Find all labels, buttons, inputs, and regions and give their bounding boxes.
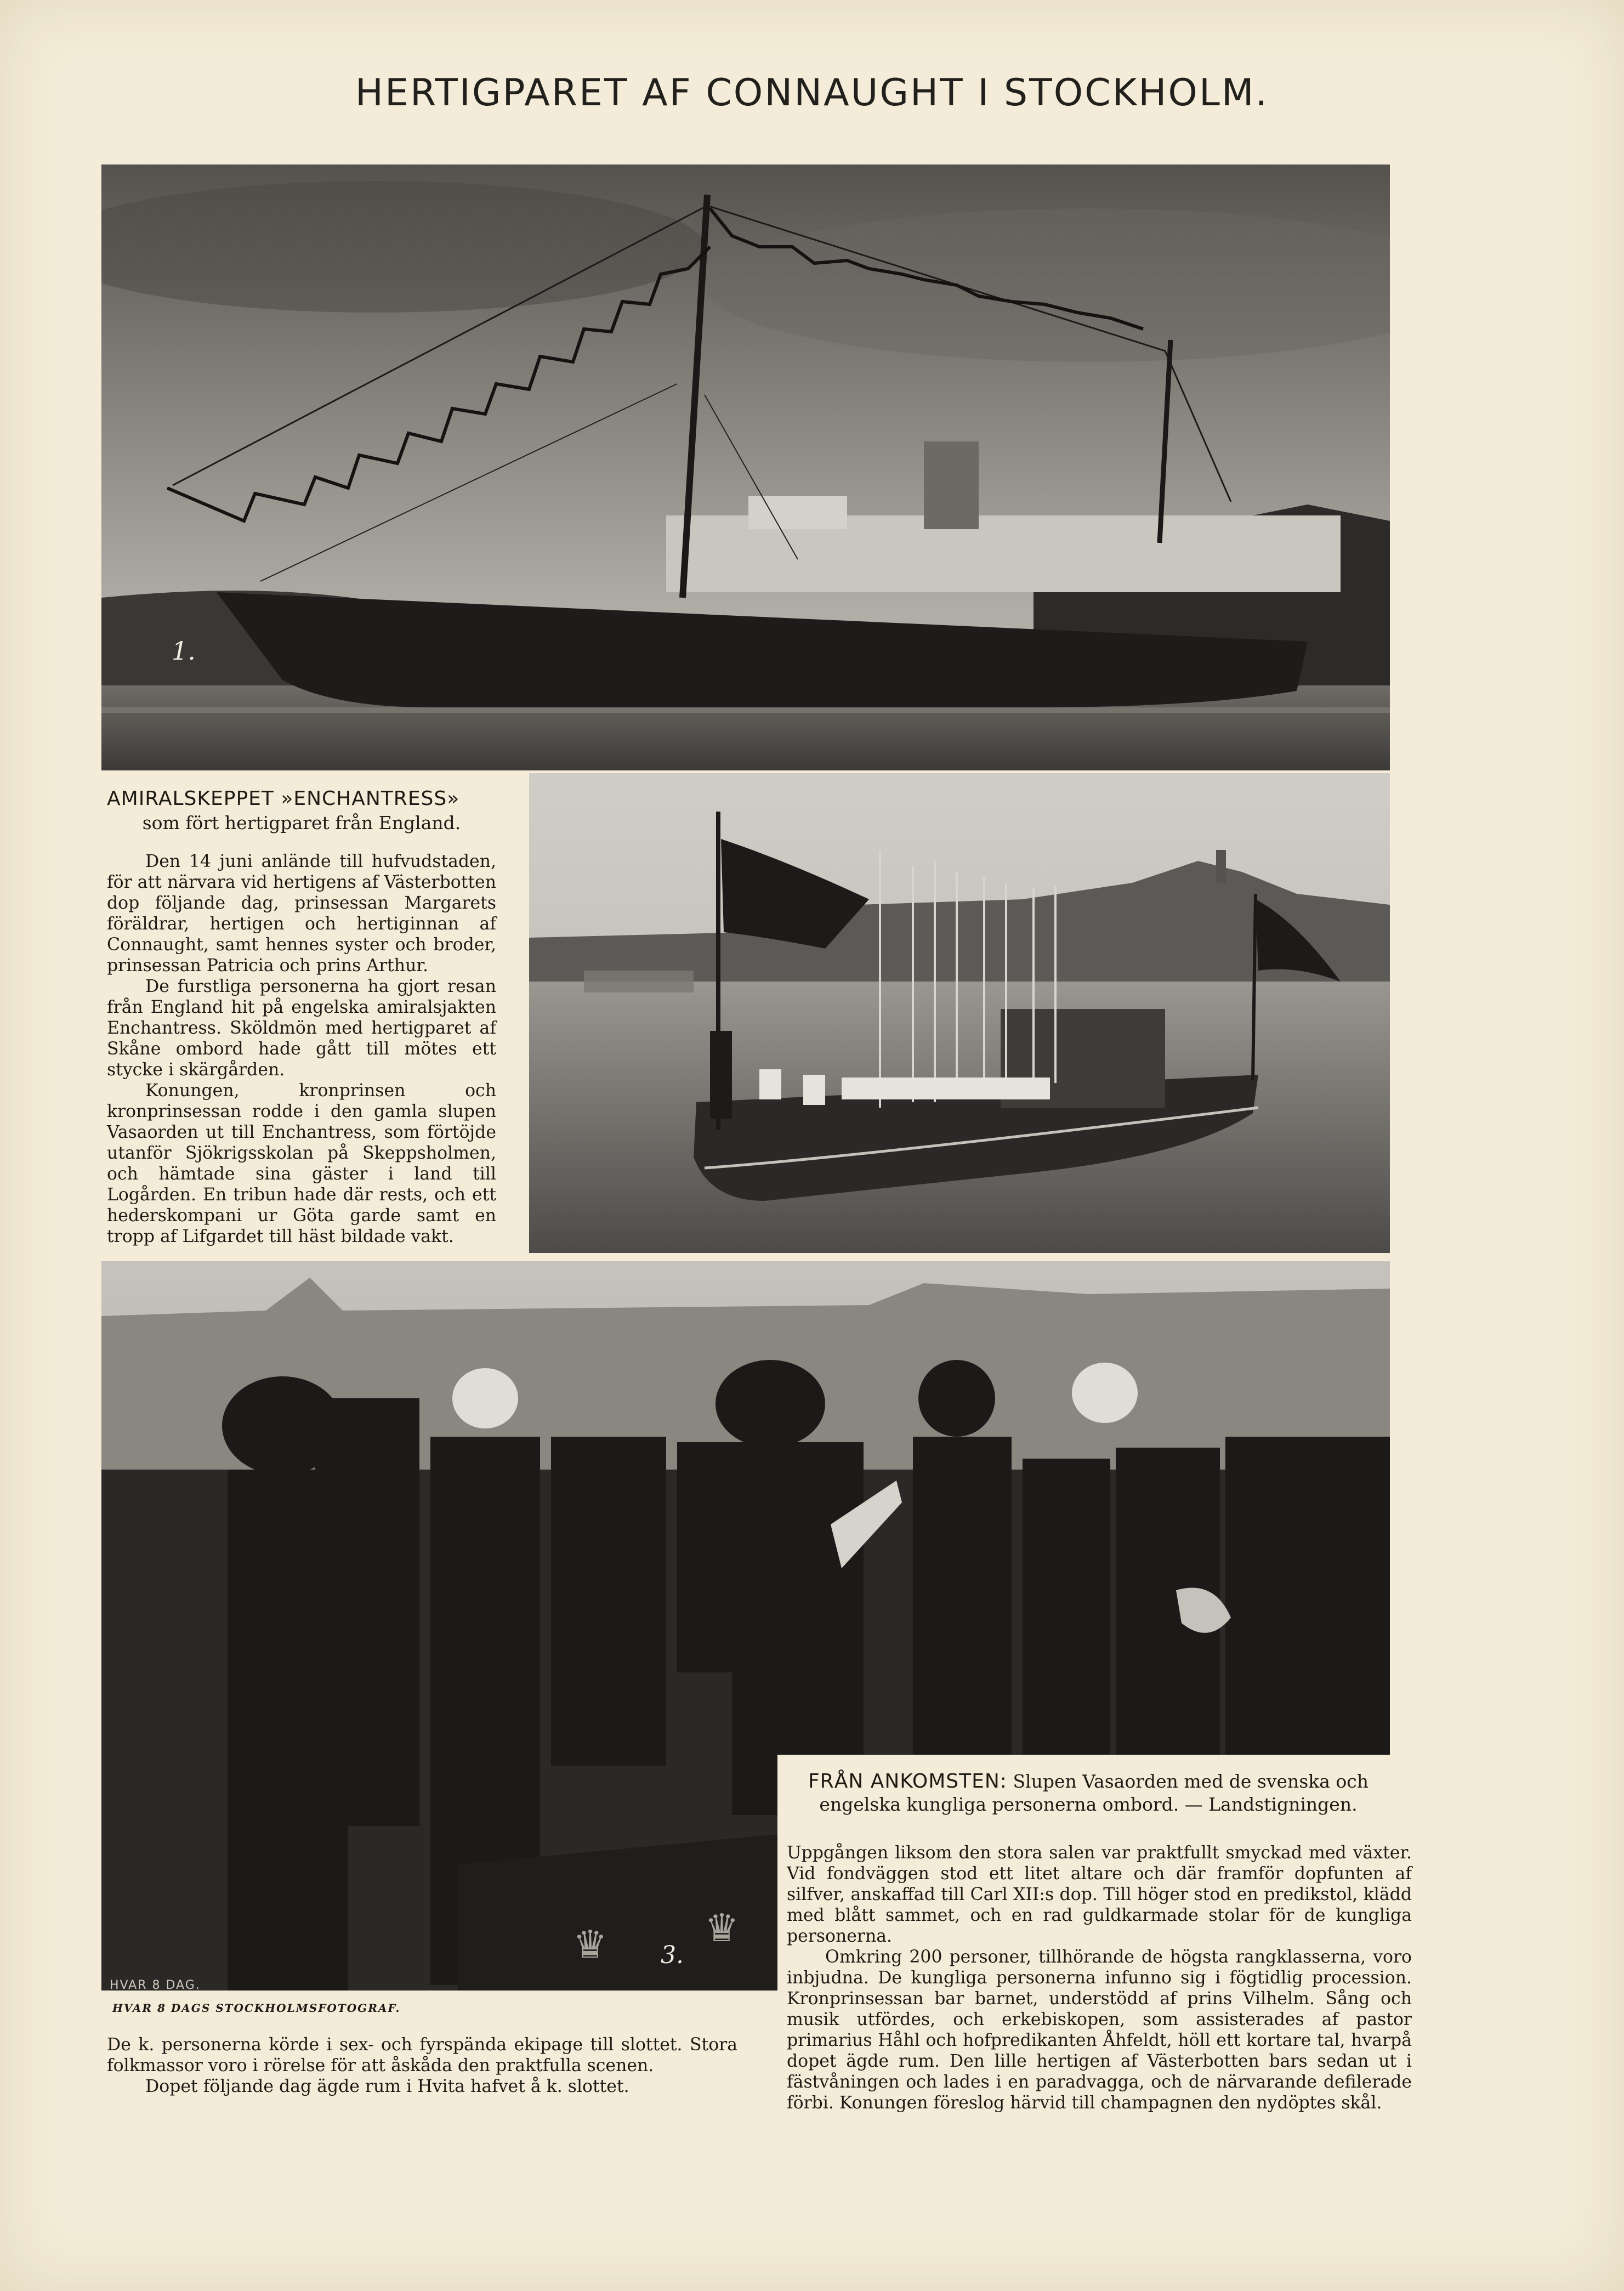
right-paragraph: Uppgången liksom den stora salen var praktfullt smyckad med växter. Vid fondväggen stod ett litet altare och där framför dopfunten af silfver, anskaffad till Carl XII:s dop. Till höger stod en predikstol, klädd med blått sammet, och en rad guldkarmade stolar för de kungliga personerna. <box>787 1843 1412 1946</box>
ship-photo <box>101 165 1390 770</box>
ship-caption-subtitle: som fört hertigparet från England. <box>142 812 461 833</box>
bottom-paragraph: De k. personerna körde i sex- och fyrspända ekipage till slottet. Stora folkmassor voro i rörelse för att åskåda den praktfulla scenen. <box>107 2035 737 2075</box>
page-title: HERTIGPARET AF CONNAUGHT I STOCKHOLM. <box>355 71 1269 115</box>
left-paragraph: Konungen, kronprinsen och kronprinsessan rodde i den gamla slupen Vasaorden ut till Enchantress, som förtöjde utanför Sjökrigsskolan på Skeppsholmen, och hämtade sina gäster i land till Logården. En tribun hade där rests, och ett hederskompani ur Göta garde samt en tropp af Lifgardet till häst bildade vakt. <box>107 1081 496 1246</box>
landing-caption <box>790 1770 1387 1816</box>
right-article-column <box>787 1842 1412 2113</box>
left-paragraph: De furstliga personerna ha gjort resan från England hit på engelska amiralsjakten Enchantress. Sköldmön med hertigparet af Skåne ombord hade gått till mötes ett stycke i skärgården. <box>107 977 496 1080</box>
landing-caption-text: Slupen Vasaorden med de svenska och engelska kungliga personerna ombord. — Landstigningen. <box>819 1771 1369 1815</box>
left-paragraph: Den 14 juni anlände till hufvudstaden, för att närvara vid hertigens af Västerbotten dop följande dag, prinsessan Margarets föräldrar, hertigen och hertiginnan af Connaught, samt hennes syster och broder, prinsessan Patricia och prins Arthur. <box>107 852 496 976</box>
left-article-column <box>107 851 496 1247</box>
photo-credit: HVAR 8 DAGS STOCKHOLMSFOTOGRAF. <box>112 2001 401 2015</box>
photo-number-3: 3. <box>661 1941 684 1969</box>
ship-caption <box>107 787 496 833</box>
photo-stamp: HVAR 8 DAG. <box>110 1978 201 1992</box>
boat-photo <box>529 773 1390 1253</box>
ship-caption-title: AMIRALSKEPPET »ENCHANTRESS» <box>107 787 460 810</box>
landing-caption-lead: FRÅN ANKOMSTEN: <box>808 1770 1007 1793</box>
svg-text:♛: ♛ <box>705 1906 739 1950</box>
svg-text:♛: ♛ <box>573 1922 607 1967</box>
right-paragraph: Omkring 200 personer, tillhörande de högsta rangklasserna, voro inbjudna. De kungliga personerna infunno sig i fögtidlig procession. Kronprinsessan bar barnet, understödd af prins Vilhelm. Sång och musik utfördes, och erkebiskopen, som assisterades af pastor primarius Håhl och hofpredikanten Åhfeldt, höll ett kortare tal, hvarpå dopet ägde rum. Den lille hertigen af Västerbotten bars sedan ut i fästvåningen och lades i en paradvagga, och de närvarande defilerade förbi. Konungen föreslog härvid till champagnen den nydöptes skål. <box>787 1947 1412 2113</box>
bottom-paragraph: Dopet följande dag ägde rum i Hvita hafvet å k. slottet. <box>145 2077 629 2096</box>
photo-number-1: 1. <box>172 636 196 666</box>
bottom-left-column <box>107 2034 737 2097</box>
